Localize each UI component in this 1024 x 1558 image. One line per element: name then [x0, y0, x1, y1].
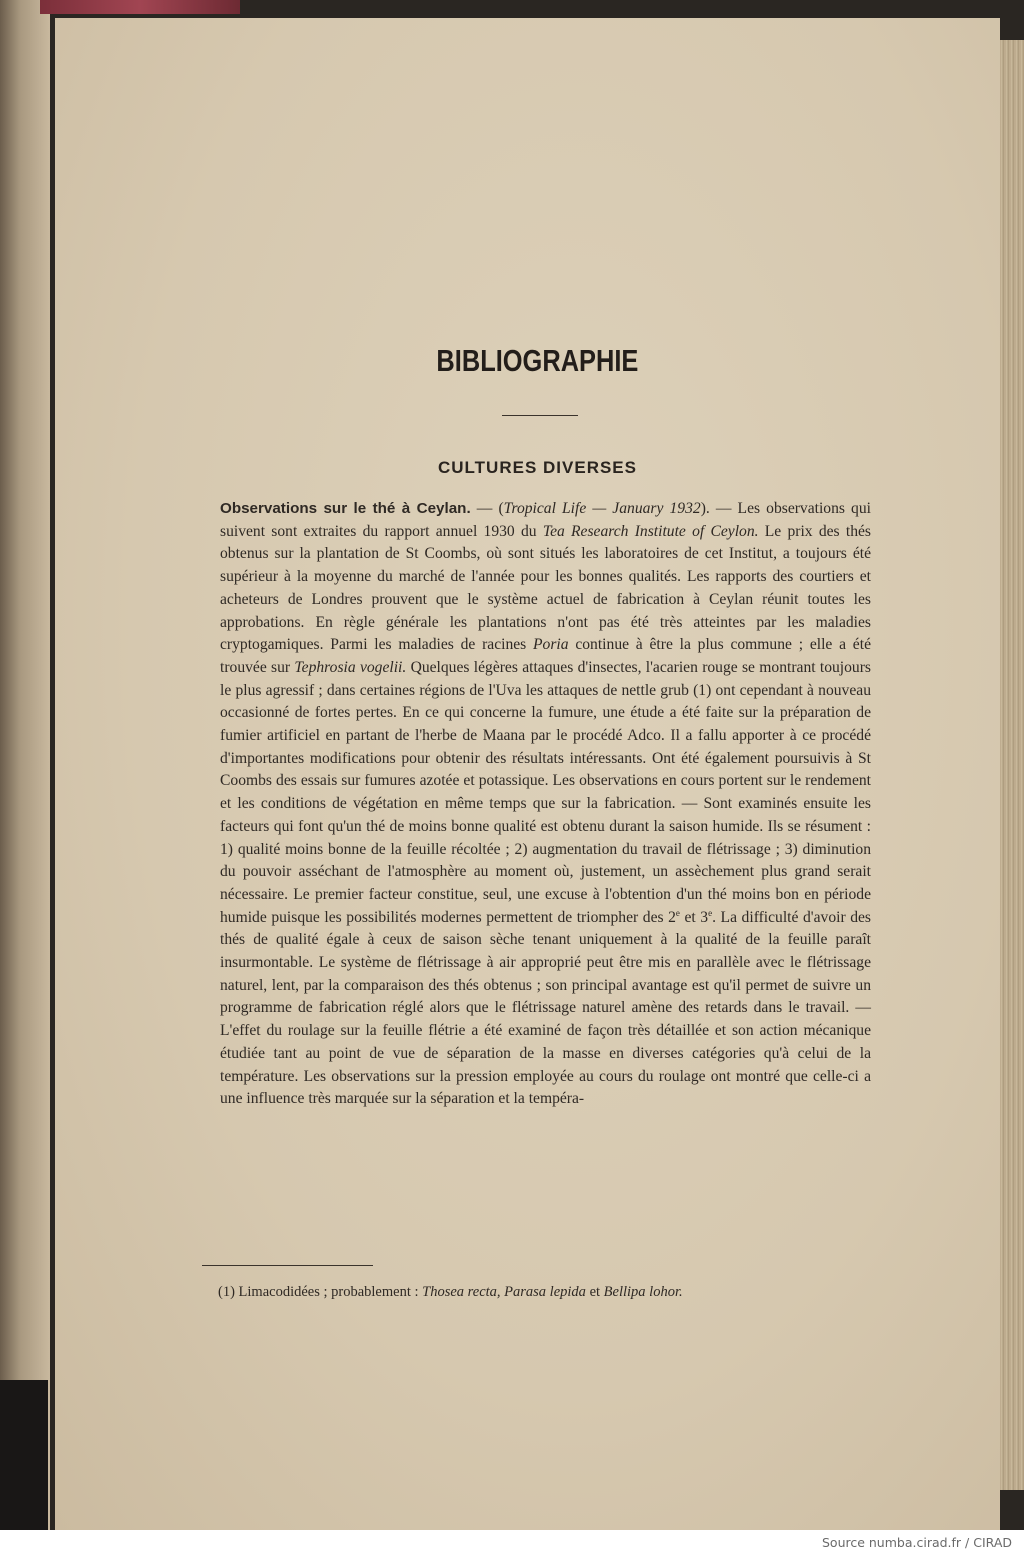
species-name: Poria [533, 636, 569, 654]
text-run: et 3 [679, 908, 709, 926]
text-run: Le prix des thés obtenus sur la plantation de St Coombs, où sont situés les laboratoires de cet Institut, a toujours été supérieur à la moyenne du marché de l'année pour les bonnes qualités. Les rapports des courtiers et acheteurs de Londres prouvent que le système actuel de fabrication à Ceylan réunit toutes les approbations. En règle générale les plantations n'ont pas été très atteintes par les maladies cryptogamiques. Parmi les maladies de racines [220, 522, 871, 654]
text-run: ). — Les observations qui suivent sont extraites du rapport annuel 1930 du [220, 500, 871, 540]
footnote-divider [202, 1265, 373, 1266]
footnote [218, 1282, 878, 1302]
text-run: — ( [470, 500, 504, 517]
text-run: . La difficulté d'avoir des thés de qualité égale à ceux de saison sèche tenant uniquement à la qualité de la feuille paraît insurmontable. Le système de flétrissage à air approprié peut être mis en parallèle avec le flétrissage naturel, lent, par la comparaison des thés obtenus ; son principal avantage est qu'il permet de suivre un programme de fabrication réglé alors que le flétrissage naturel amène des retards dans le travail. — L'effet du roulage sur la feuille flétrie a été examiné de façon très détaillée et son action mécanique étudiée tant au point de vue de séparation de la masse en diverses catégories qu'à celui de la température. Les observations sur la pression employée au cours du roulage ont montré que celle-ci a une influence très marquée sur la séparation et la tempéra- [220, 908, 871, 1108]
footnote-species: Thosea recta, Parasa lepida [422, 1284, 586, 1300]
source-credit: Source numba.cirad.fr / CIRAD [821, 1535, 1012, 1550]
section-heading: CULTURES DIVERSES [438, 458, 637, 477]
species-name: Tephrosia vogelii. [294, 658, 407, 676]
text-run: Quelques légères attaques d'insectes, l'acarien rouge se montrant toujours le plus agressif ; dans certaines régions de l'Uva les attaques de nettle grub (1) ont cependant à nouveau occasionné de fortes pertes. En ce qui concerne la fumure, une étude a été faite sur la préparation de fumier artificiel en partant de l'herbe de Maana par le procédé Adco. Il a fallu apporter à ce procédé d'importantes modifications pour obtenir des résultats intéressants. Ont été également poursuivis à St Coombs des essais sur fumures azotée et potassique. Les observations en cours portent sur le rendement et les conditions de végétation en même temps que sur la fabrication. — Sont examinés ensuite les facteurs qui font qu'un thé de moins bonne qualité est obtenu durant la saison humide. Ils se résument : 1) qualité moins bonne de la feuille récoltée ; 2) augmentation du travail de flétrissage ; 3) diminution du pouvoir asséchant de l'atmosphère au moment où, justement, un assèchement plus grand serait nécessaire. Le premier facteur constitue, seul, une excuse à l'obtention d'un thé moins bon en période humide puisque les possibilités modernes permettent de triompher des 2 [220, 658, 871, 926]
superscript: e [708, 907, 713, 918]
book-binding [0, 1380, 48, 1530]
institute-name: Tea Research Institute of Ceylon. [542, 522, 759, 540]
title-divider [502, 415, 578, 416]
bookmark-ribbon [40, 0, 240, 14]
superscript: e [675, 907, 680, 918]
article-lead: Observations sur le thé à Ceylan. [220, 500, 471, 517]
article-body [220, 498, 871, 1111]
text-run: continue à être la plus commune ; elle a été trouvée sur [220, 636, 871, 676]
footnote-text: et [585, 1284, 604, 1300]
footnote-species: Bellipa lohor. [603, 1284, 683, 1300]
page [55, 18, 1000, 1530]
page-title: BIBLIOGRAPHIE [436, 343, 639, 378]
facing-page-edge [0, 0, 50, 1530]
source-citation: Tropical Life — January 1932 [503, 500, 701, 517]
footnote-text: (1) Limacodidées ; probablement : [218, 1284, 423, 1300]
